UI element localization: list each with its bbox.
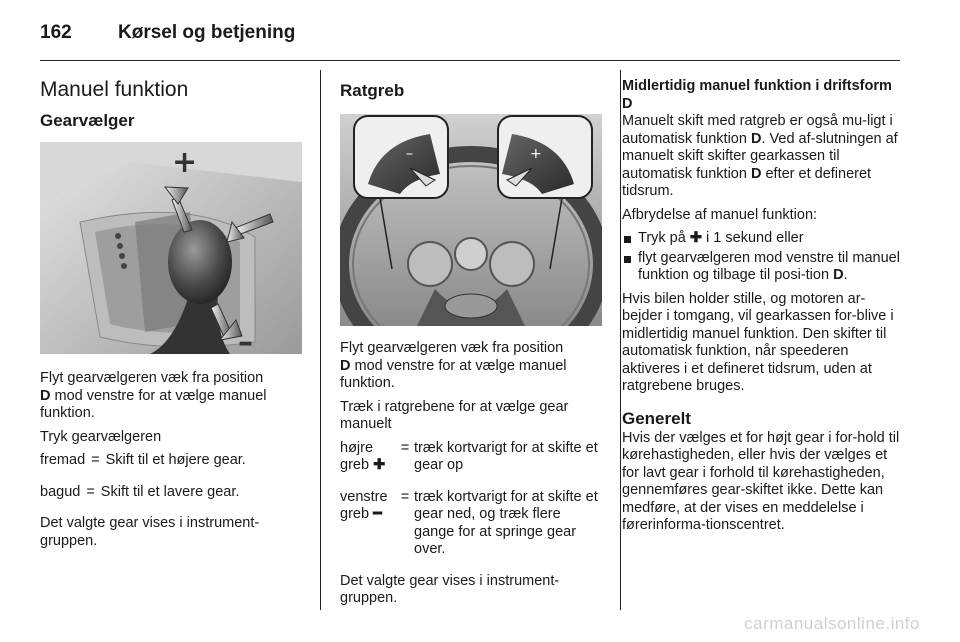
paragraph-gear-display: Det valgte gear vises i instrument-gruppen. [40, 515, 260, 549]
gear-selector-illustration [40, 142, 302, 354]
chapter-title: Kørsel og betjening [118, 22, 296, 43]
cancel-options-list [622, 230, 902, 285]
section-title-paddles: Ratgreb [340, 81, 405, 100]
paddle-minus-label: – [406, 146, 413, 162]
column-divider-2 [620, 70, 621, 610]
bullet-square-icon [624, 256, 631, 263]
paragraph-cancel-manual: Afbrydelse af manuel funktion: [622, 206, 818, 223]
paragraph-move-lever: Flyt gearvælgeren væk fra position D mod venstre for at vælge manuel funktion. [40, 370, 267, 421]
bullet-square-icon [624, 236, 631, 243]
plus-icon: ✚ [689, 230, 702, 246]
paragraph-gear-display-2: Det valgte gear vises i instrument-gruppen. [340, 572, 560, 606]
column-1 [40, 76, 302, 556]
column-3 [622, 76, 902, 541]
watermark: carmanualsonline.info [744, 614, 920, 633]
plus-sign-label: + [172, 145, 198, 180]
steering-wheel-paddles-illustration [340, 114, 602, 326]
paragraph-paddle-in-auto: Manuelt skift med ratgreb er også mu-ligt i automatisk funktion D. Ved af-slutningen af manuelt skift skifter gearkassen til automatisk funktion D efter et defineret tidsrum. [622, 113, 898, 199]
paragraph-pull-paddles: Træk i ratgrebene for at vælge gear manuelt [340, 398, 569, 432]
heading-temporary-manual: Midlertidig manuel funktion i driftsform D [622, 78, 892, 112]
paddle-plus-label: + [530, 146, 542, 162]
section-subtitle: Gearvælger [40, 111, 135, 130]
header-rule [40, 60, 900, 61]
definition-row-forward: fremad = Skift til et højere gear. [40, 452, 246, 468]
definition-row-backward: bagud = Skift til et lavere gear. [40, 483, 240, 500]
column-2 [340, 76, 602, 614]
page-number: 162 [40, 22, 72, 43]
list-item: Tryk på ✚ i 1 sekund eller [622, 230, 902, 248]
paragraph-general: Hvis der vælges et for højt gear i for-hold til kørehastigheden, eller hvis der vælges et for lavt gear i forhold til kørehastigheden, gennemføres gear-skiftet ikke. Dette kan medføre, at der vises en meddelelse i førerinforma-tionscentret. [622, 429, 900, 533]
paragraph-push-lever: Tryk gearvælgeren [40, 428, 162, 445]
definition-row-left-paddle: venstre greb ━ = træk kortvarigt for at skifte et gear ned, og træk flere gange for at springe gear over. [340, 488, 598, 557]
list-item: flyt gearvælgeren mod venstre til manuel funktion og tilbage til posi-tion D. [622, 250, 902, 285]
section-title: Manuel funktion [40, 78, 189, 101]
paragraph-idle-behavior: Hvis bilen holder stille, og motoren ar-bejder i tomgang, vil gearkassen for-blive i midlertidig manuel funktion. Den skifter til automatisk funktion, når speederen aktiveres i et defineret tidsrum, uden at ratgrebene bruges. [622, 290, 894, 394]
minus-icon: ━ [373, 506, 382, 522]
section-subtitle-general: Generelt [622, 408, 691, 428]
definition-row-right-paddle: højre greb ✚ = træk kortvarigt for at skifte et gear op [340, 439, 598, 473]
minus-sign-label: – [238, 325, 253, 354]
plus-icon: ✚ [373, 457, 386, 473]
paragraph-move-lever-2: Flyt gearvælgeren væk fra position D mod venstre for at vælge manuel funktion. [340, 340, 567, 391]
column-divider-1 [320, 70, 321, 610]
